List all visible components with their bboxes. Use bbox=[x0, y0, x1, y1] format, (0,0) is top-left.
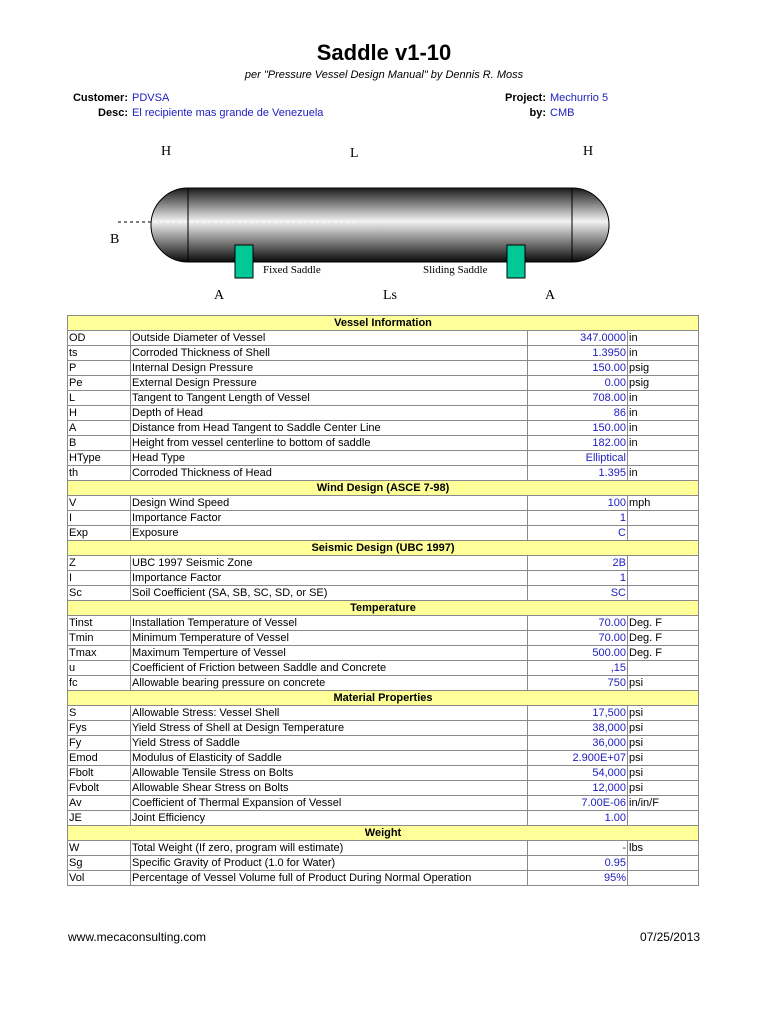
row-value-input[interactable]: 1.395 bbox=[528, 466, 628, 481]
row-unit: lbs bbox=[628, 841, 699, 856]
table-row bbox=[68, 856, 699, 871]
label-a-left: A bbox=[214, 288, 225, 303]
row-symbol: Fvbolt bbox=[68, 781, 131, 796]
row-symbol: Pe bbox=[68, 376, 131, 391]
table-row bbox=[68, 736, 699, 751]
table-row bbox=[68, 421, 699, 436]
row-description: Coefficient of Thermal Expansion of Vessel bbox=[131, 796, 528, 811]
fixed-saddle-shape bbox=[235, 245, 253, 278]
row-value-input[interactable]: 150.00 bbox=[528, 421, 628, 436]
row-symbol: I bbox=[68, 511, 131, 526]
section-title: Wind Design (ASCE 7-98) bbox=[68, 481, 699, 496]
row-symbol: JE bbox=[68, 811, 131, 826]
row-unit bbox=[628, 571, 699, 586]
row-symbol: th bbox=[68, 466, 131, 481]
row-unit: psig bbox=[628, 376, 699, 391]
row-description: Exposure bbox=[131, 526, 528, 541]
vessel-diagram bbox=[60, 135, 710, 310]
row-unit: in bbox=[628, 391, 699, 406]
row-value-input[interactable]: 12,000 bbox=[528, 781, 628, 796]
row-description: UBC 1997 Seismic Zone bbox=[131, 556, 528, 571]
row-unit: in bbox=[628, 331, 699, 346]
label-fixed-saddle: Fixed Saddle bbox=[263, 264, 321, 276]
row-unit bbox=[628, 856, 699, 871]
row-description: Internal Design Pressure bbox=[131, 361, 528, 376]
row-unit bbox=[628, 871, 699, 886]
table-row bbox=[68, 556, 699, 571]
section-header bbox=[68, 541, 699, 556]
row-unit: in bbox=[628, 406, 699, 421]
label-sliding-saddle: Sliding Saddle bbox=[423, 264, 488, 276]
row-symbol: V bbox=[68, 496, 131, 511]
footer-date: 07/25/2013 bbox=[639, 930, 700, 944]
row-unit bbox=[628, 451, 699, 466]
row-description: Allowable bearing pressure on concrete bbox=[131, 676, 528, 691]
row-description: Installation Temperature of Vessel bbox=[131, 616, 528, 631]
footer-url: www.mecaconsulting.com bbox=[68, 930, 207, 944]
section-header bbox=[68, 481, 699, 496]
row-unit: mph bbox=[628, 496, 699, 511]
row-value-input[interactable]: 1.00 bbox=[528, 811, 628, 826]
row-symbol: Exp bbox=[68, 526, 131, 541]
section-header bbox=[68, 601, 699, 616]
row-symbol: Tmin bbox=[68, 631, 131, 646]
table-row bbox=[68, 721, 699, 736]
row-symbol: HType bbox=[68, 451, 131, 466]
row-symbol: B bbox=[68, 436, 131, 451]
row-description: Tangent to Tangent Length of Vessel bbox=[131, 391, 528, 406]
row-description: Joint Efficiency bbox=[131, 811, 528, 826]
row-description: Head Type bbox=[131, 451, 528, 466]
label-l: L bbox=[350, 146, 359, 161]
desc-label: Desc: bbox=[98, 107, 128, 119]
row-unit: psi bbox=[628, 721, 699, 736]
row-symbol: Fbolt bbox=[68, 766, 131, 781]
row-unit bbox=[628, 811, 699, 826]
row-symbol: Tinst bbox=[68, 616, 131, 631]
row-symbol: Tmax bbox=[68, 646, 131, 661]
row-value-input[interactable]: 1 bbox=[528, 571, 628, 586]
label-h-right: H bbox=[583, 144, 594, 159]
page-title: Saddle v1-10 bbox=[316, 40, 452, 65]
table-row bbox=[68, 631, 699, 646]
row-unit: psi bbox=[628, 676, 699, 691]
row-symbol: Sg bbox=[68, 856, 131, 871]
table-row bbox=[68, 466, 699, 481]
label-ls: Ls bbox=[383, 288, 397, 303]
input-table bbox=[67, 315, 699, 886]
row-symbol: Av bbox=[68, 796, 131, 811]
row-symbol: S bbox=[68, 706, 131, 721]
table-row bbox=[68, 361, 699, 376]
table-row bbox=[68, 781, 699, 796]
row-value-input[interactable]: 500.00 bbox=[528, 646, 628, 661]
table-row bbox=[68, 496, 699, 511]
row-description: Soil Coefficient (SA, SB, SC, SD, or SE) bbox=[131, 586, 528, 601]
row-value-input[interactable]: 100 bbox=[528, 496, 628, 511]
row-description: Modulus of Elasticity of Saddle bbox=[131, 751, 528, 766]
row-unit bbox=[628, 511, 699, 526]
desc-value: El recipiente mas grande de Venezuela bbox=[132, 107, 324, 119]
row-symbol: Z bbox=[68, 556, 131, 571]
table-row bbox=[68, 391, 699, 406]
table-row bbox=[68, 676, 699, 691]
row-value-input[interactable]: 86 bbox=[528, 406, 628, 421]
row-value-input[interactable]: 54,000 bbox=[528, 766, 628, 781]
label-b: B bbox=[110, 232, 120, 247]
row-unit bbox=[628, 556, 699, 571]
row-description: Maximum Temperture of Vessel bbox=[131, 646, 528, 661]
row-value-input[interactable]: 750 bbox=[528, 676, 628, 691]
by-label: by: bbox=[529, 107, 546, 119]
row-unit: in bbox=[628, 466, 699, 481]
row-description: Total Weight (If zero, program will estimate) bbox=[131, 841, 528, 856]
row-unit: in bbox=[628, 436, 699, 451]
table-row bbox=[68, 766, 699, 781]
row-value-input[interactable]: 347.0000 bbox=[528, 331, 628, 346]
row-value-input[interactable]: 70.00 bbox=[528, 616, 628, 631]
row-unit: Deg. F bbox=[628, 616, 699, 631]
row-unit: psi bbox=[628, 736, 699, 751]
row-value-input[interactable]: 7.00E-06 bbox=[528, 796, 628, 811]
table-row bbox=[68, 511, 699, 526]
row-unit: psig bbox=[628, 361, 699, 376]
row-symbol: Fys bbox=[68, 721, 131, 736]
row-symbol: Fy bbox=[68, 736, 131, 751]
label-h-left: H bbox=[161, 144, 172, 159]
row-value-input[interactable]: 17,500 bbox=[528, 706, 628, 721]
row-value-input[interactable]: SC bbox=[528, 586, 628, 601]
row-description: Outside Diameter of Vessel bbox=[131, 331, 528, 346]
row-value-input[interactable]: 0.00 bbox=[528, 376, 628, 391]
row-unit: psi bbox=[628, 781, 699, 796]
row-value-input[interactable]: 2.900E+07 bbox=[528, 751, 628, 766]
section-title: Temperature bbox=[68, 601, 699, 616]
row-unit: in/in/F bbox=[628, 796, 699, 811]
row-description: Specific Gravity of Product (1.0 for Water) bbox=[131, 856, 528, 871]
row-description: Corroded Thickness of Head bbox=[131, 466, 528, 481]
label-a-right: A bbox=[545, 288, 556, 303]
row-value-input[interactable]: 36,000 bbox=[528, 736, 628, 751]
section-header bbox=[68, 691, 699, 706]
row-value-input[interactable]: 38,000 bbox=[528, 721, 628, 736]
row-description: Allowable Stress: Vessel Shell bbox=[131, 706, 528, 721]
section-title: Seismic Design (UBC 1997) bbox=[68, 541, 699, 556]
table-row bbox=[68, 586, 699, 601]
row-description: Allowable Tensile Stress on Bolts bbox=[131, 766, 528, 781]
row-unit bbox=[628, 661, 699, 676]
row-value-input[interactable]: 182.00 bbox=[528, 436, 628, 451]
row-symbol: ts bbox=[68, 346, 131, 361]
row-symbol: Sc bbox=[68, 586, 131, 601]
table-row bbox=[68, 451, 699, 466]
row-symbol: u bbox=[68, 661, 131, 676]
sliding-saddle-shape bbox=[507, 245, 525, 278]
row-symbol: A bbox=[68, 421, 131, 436]
table-row bbox=[68, 871, 699, 886]
row-symbol: L bbox=[68, 391, 131, 406]
table-row bbox=[68, 436, 699, 451]
customer-label: Customer: bbox=[72, 92, 128, 104]
row-value-input[interactable]: 708.00 bbox=[528, 391, 628, 406]
row-description: Yield Stress of Shell at Design Temperature bbox=[131, 721, 528, 736]
table-row bbox=[68, 646, 699, 661]
row-symbol: P bbox=[68, 361, 131, 376]
row-symbol: OD bbox=[68, 331, 131, 346]
row-unit bbox=[628, 586, 699, 601]
row-symbol: I bbox=[68, 571, 131, 586]
row-unit: Deg. F bbox=[628, 646, 699, 661]
table-row bbox=[68, 841, 699, 856]
row-value-input[interactable]: ,15 bbox=[528, 661, 628, 676]
row-symbol: Emod bbox=[68, 751, 131, 766]
row-symbol: Vol bbox=[68, 871, 131, 886]
row-description: Minimum Temperature of Vessel bbox=[131, 631, 528, 646]
project-value: Mechurrio 5 bbox=[550, 92, 609, 104]
row-description: Importance Factor bbox=[131, 571, 528, 586]
table-row bbox=[68, 406, 699, 421]
row-description: Height from vessel centerline to bottom of saddle bbox=[131, 436, 528, 451]
section-title: Material Properties bbox=[68, 691, 699, 706]
row-unit: Deg. F bbox=[628, 631, 699, 646]
row-value-input[interactable]: 1.3950 bbox=[528, 346, 628, 361]
section-title: Vessel Information bbox=[68, 316, 699, 331]
row-value-input[interactable]: 2B bbox=[528, 556, 628, 571]
row-value-input[interactable]: 70.00 bbox=[528, 631, 628, 646]
section-header bbox=[68, 316, 699, 331]
row-value-input[interactable]: 1 bbox=[528, 511, 628, 526]
row-value-input[interactable]: Elliptical bbox=[528, 451, 628, 466]
row-unit: psi bbox=[628, 751, 699, 766]
row-description: Coefficient of Friction between Saddle and Concrete bbox=[131, 661, 528, 676]
row-description: Yield Stress of Saddle bbox=[131, 736, 528, 751]
row-symbol: H bbox=[68, 406, 131, 421]
table-row bbox=[68, 661, 699, 676]
table-row bbox=[68, 616, 699, 631]
table-row bbox=[68, 706, 699, 721]
row-description: Design Wind Speed bbox=[131, 496, 528, 511]
row-unit bbox=[628, 526, 699, 541]
row-value-input[interactable]: 150.00 bbox=[528, 361, 628, 376]
row-description: Corroded Thickness of Shell bbox=[131, 346, 528, 361]
project-label: Project: bbox=[505, 92, 546, 104]
row-unit: psi bbox=[628, 766, 699, 781]
customer-value: PDVSA bbox=[132, 92, 170, 104]
row-description: Importance Factor bbox=[131, 511, 528, 526]
row-description: Distance from Head Tangent to Saddle Center Line bbox=[131, 421, 528, 436]
row-symbol: W bbox=[68, 841, 131, 856]
section-title: Weight bbox=[68, 826, 699, 841]
table-row bbox=[68, 526, 699, 541]
row-value-input[interactable]: C bbox=[528, 526, 628, 541]
table-row bbox=[68, 811, 699, 826]
row-value-input[interactable]: 0.95 bbox=[528, 856, 628, 871]
row-description: External Design Pressure bbox=[131, 376, 528, 391]
table-row bbox=[68, 376, 699, 391]
row-value-input[interactable]: 95% bbox=[528, 871, 628, 886]
section-header bbox=[68, 826, 699, 841]
table-row bbox=[68, 751, 699, 766]
row-unit: psi bbox=[628, 706, 699, 721]
row-description: Depth of Head bbox=[131, 406, 528, 421]
row-unit: in bbox=[628, 346, 699, 361]
row-value-input[interactable]: - bbox=[528, 841, 628, 856]
page-subtitle: per "Pressure Vessel Design Manual" by Dennis R. Moss bbox=[244, 69, 524, 81]
row-description: Allowable Shear Stress on Bolts bbox=[131, 781, 528, 796]
row-unit: in bbox=[628, 421, 699, 436]
table-row bbox=[68, 331, 699, 346]
row-description: Percentage of Vessel Volume full of Product During Normal Operation bbox=[131, 871, 528, 886]
by-value: CMB bbox=[550, 107, 575, 119]
vessel-shell bbox=[151, 188, 609, 262]
row-symbol: fc bbox=[68, 676, 131, 691]
table-row bbox=[68, 796, 699, 811]
table-row bbox=[68, 571, 699, 586]
table-row bbox=[68, 346, 699, 361]
